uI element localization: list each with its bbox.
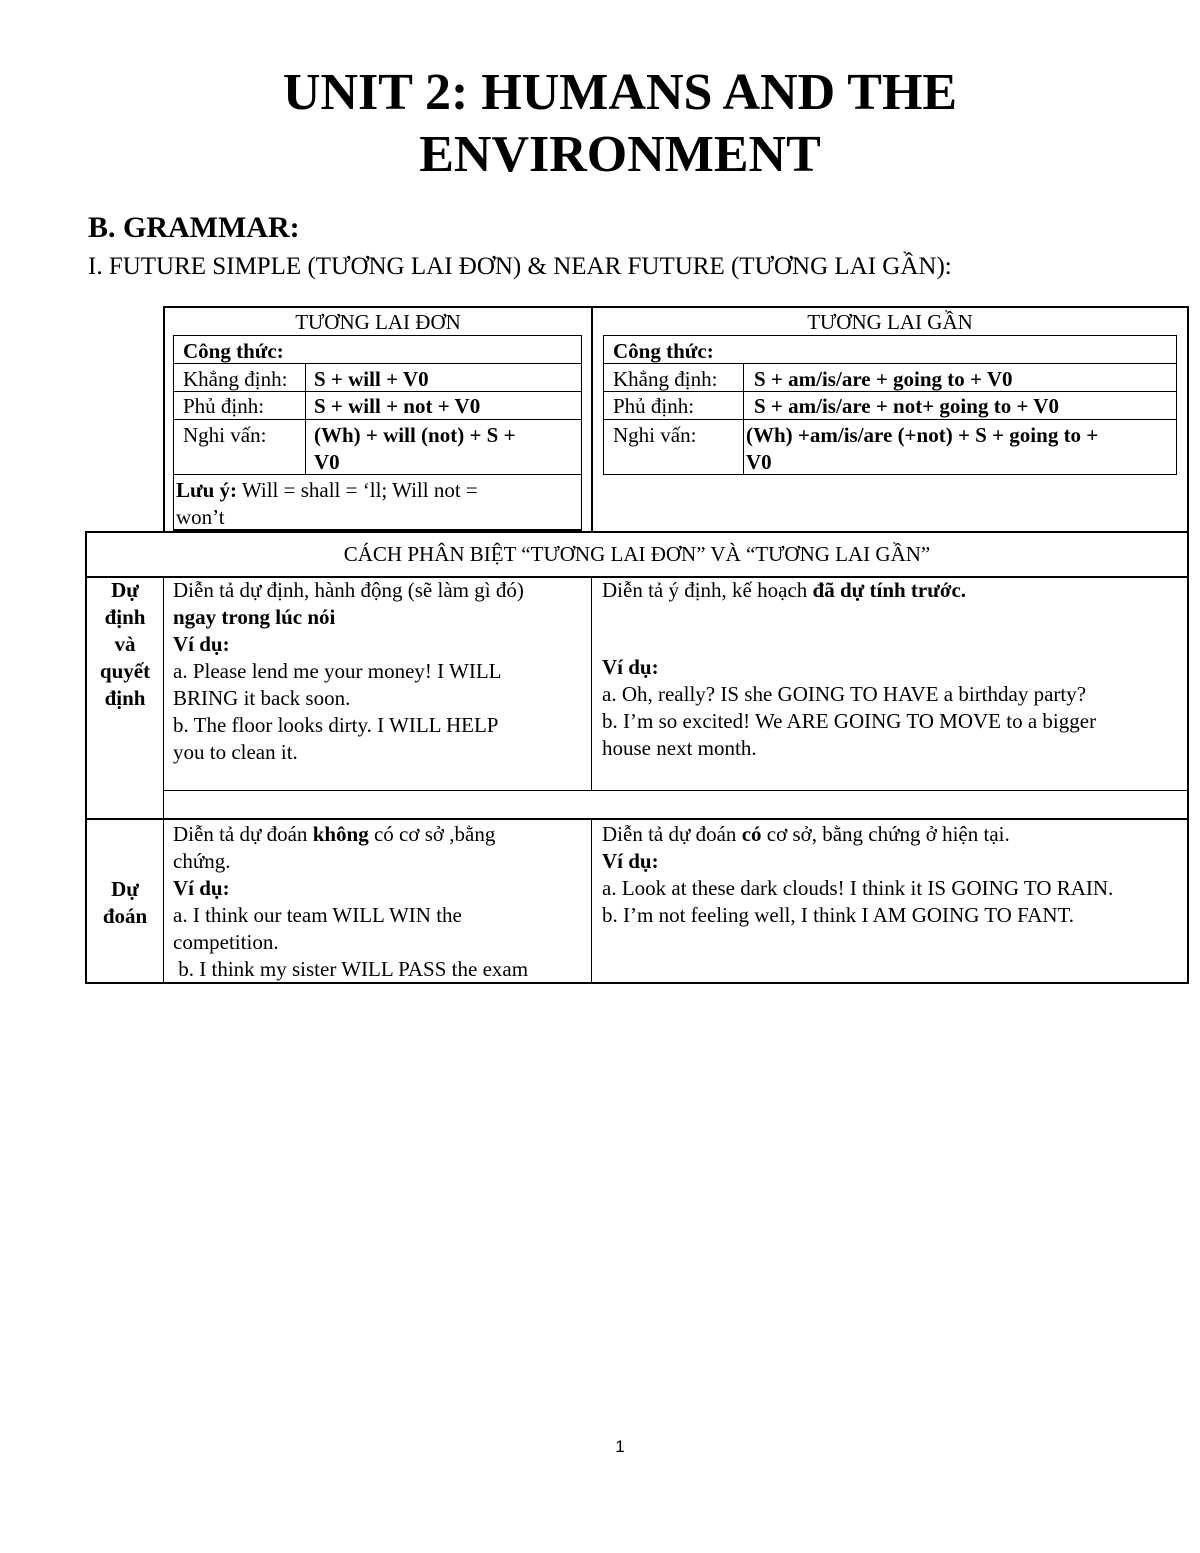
table-border <box>173 335 174 531</box>
page-number: 1 <box>615 1437 625 1456</box>
prediction-simple-desc-bold: không <box>312 822 369 846</box>
simple-note-text: Will = shall = ‘ll; Will not = <box>241 478 478 502</box>
simple-future-header: TƯƠNG LAI ĐƠN <box>295 310 461 334</box>
table-border <box>603 335 604 475</box>
simple-question-formula-line1: (Wh) + will (not) + S + <box>314 423 516 447</box>
intention-near-example: house next month. <box>602 736 757 760</box>
simple-negative-formula: S + will + not + V0 <box>314 394 481 418</box>
intention-near-example-label: Ví dụ: <box>602 655 659 679</box>
table-border <box>163 790 1189 791</box>
prediction-label-word: đoán <box>102 904 148 928</box>
table-border <box>1187 306 1189 532</box>
prediction-simple-example-label: Ví dụ: <box>173 876 230 900</box>
table-border <box>581 335 582 531</box>
intention-simple-example: b. The floor looks dirty. I WILL HELP <box>173 713 499 737</box>
intention-label-word: và <box>114 632 136 656</box>
table-border <box>591 576 592 791</box>
prediction-near-example: b. I’m not feeling well, I think I AM GOING TO FANT. <box>602 903 1075 927</box>
near-future-header: TƯƠNG LAI GẦN <box>807 310 973 334</box>
near-question-label: Nghi vấn: <box>613 423 697 447</box>
table-border <box>603 335 1177 336</box>
table-border <box>163 576 164 984</box>
simple-note-line1 <box>176 477 478 504</box>
table-border <box>603 474 1177 475</box>
table-border <box>85 531 1189 533</box>
near-affirmative-label: Khẳng định: <box>613 367 718 391</box>
simple-question-label: Nghi vấn: <box>183 423 267 447</box>
intention-near-example: a. Oh, really? IS she GOING TO HAVE a birthday party? <box>602 682 1087 706</box>
prediction-simple-example: a. I think our team WILL WIN the <box>173 903 462 927</box>
prediction-simple-example: b. I think my sister WILL PASS the exam <box>173 957 529 981</box>
prediction-near-desc-prefix: Diễn tả dự đoán <box>602 822 742 846</box>
near-negative-label: Phủ định: <box>613 394 695 418</box>
prediction-near-example-label: Ví dụ: <box>602 849 659 873</box>
grammar-heading: B. GRAMMAR: <box>88 211 300 244</box>
table-border <box>173 335 582 336</box>
prediction-near-desc-bold: có <box>741 822 762 846</box>
intention-label-word: định <box>104 686 146 710</box>
simple-affirmative-label: Khẳng định: <box>183 367 288 391</box>
prediction-simple-desc-suffix: có cơ sở ,bằng <box>368 822 496 846</box>
intention-near-desc-text: Diễn tả ý định, kế hoạch <box>602 578 813 602</box>
intention-simple-example: a. Please lend me your money! I WILL <box>173 659 502 683</box>
table-border <box>591 818 592 984</box>
simple-affirmative-formula: S + will + V0 <box>314 367 429 391</box>
table-border <box>1176 335 1177 475</box>
near-question-formula-line2: V0 <box>746 450 772 474</box>
intention-label-word: quyết <box>99 659 151 683</box>
prediction-label-word: Dự <box>111 877 139 901</box>
comparison-header: CÁCH PHÂN BIỆT “TƯƠNG LAI ĐƠN” VÀ “TƯƠNG LAI GẦN” <box>343 542 931 566</box>
table-border <box>163 306 165 532</box>
intention-label-word: Dự <box>111 578 139 602</box>
section-heading: I. FUTURE SIMPLE (TƯƠNG LAI ĐƠN) & NEAR FUTURE (TƯƠNG LAI GẦN): <box>88 253 952 280</box>
table-border <box>173 474 582 475</box>
prediction-near-example: a. Look at these dark clouds! I think it IS GOING TO RAIN. <box>602 876 1114 900</box>
intention-simple-example-label: Ví dụ: <box>173 632 230 656</box>
table-border <box>305 363 306 474</box>
near-formula-label: Công thức: <box>613 339 714 363</box>
prediction-simple-desc-line2: chứng. <box>173 849 231 873</box>
table-border <box>1187 531 1189 984</box>
simple-note-line2: won’t <box>176 505 225 529</box>
table-border <box>85 818 1189 820</box>
prediction-simple-desc-prefix: Diễn tả dự đoán <box>173 822 313 846</box>
prediction-row-label <box>87 876 163 930</box>
table-border <box>163 306 1189 308</box>
simple-note-label: Lưu ý: <box>176 478 238 502</box>
title-line-1: UNIT 2: HUMANS AND THE <box>282 64 958 121</box>
intention-simple-desc-line2: ngay trong lúc nói <box>173 605 336 629</box>
title-line-2: ENVIRONMENT <box>419 126 821 183</box>
intention-near-desc-bold: đã dự tính trước. <box>812 578 967 602</box>
prediction-near-desc <box>602 821 1010 848</box>
intention-row-label <box>87 577 163 712</box>
table-border <box>591 306 593 532</box>
prediction-near-desc-suffix: cơ sở, bằng chứng ở hiện tại. <box>761 822 1010 846</box>
intention-simple-example: you to clean it. <box>173 740 298 764</box>
near-affirmative-formula: S + am/is/are + going to + V0 <box>754 367 1013 391</box>
intention-label-word: định <box>104 605 146 629</box>
prediction-simple-example: competition. <box>173 930 279 954</box>
intention-near-example: b. I’m so excited! We ARE GOING TO MOVE to a bigger <box>602 709 1097 733</box>
intention-simple-example: BRING it back soon. <box>173 686 351 710</box>
simple-negative-label: Phủ định: <box>183 394 265 418</box>
document-title <box>0 62 1200 186</box>
table-border <box>743 363 744 474</box>
near-negative-formula: S + am/is/are + not+ going to + V0 <box>754 394 1059 418</box>
simple-formula-label: Công thức: <box>183 339 284 363</box>
intention-near-desc <box>602 577 966 604</box>
prediction-simple-desc <box>173 821 495 848</box>
intention-simple-desc-line1: Diễn tả dự định, hành động (sẽ làm gì đó) <box>173 578 524 602</box>
simple-question-formula-line2: V0 <box>314 450 340 474</box>
near-question-formula-line1: (Wh) +am/is/are (+not) + S + going to + <box>746 423 1099 447</box>
